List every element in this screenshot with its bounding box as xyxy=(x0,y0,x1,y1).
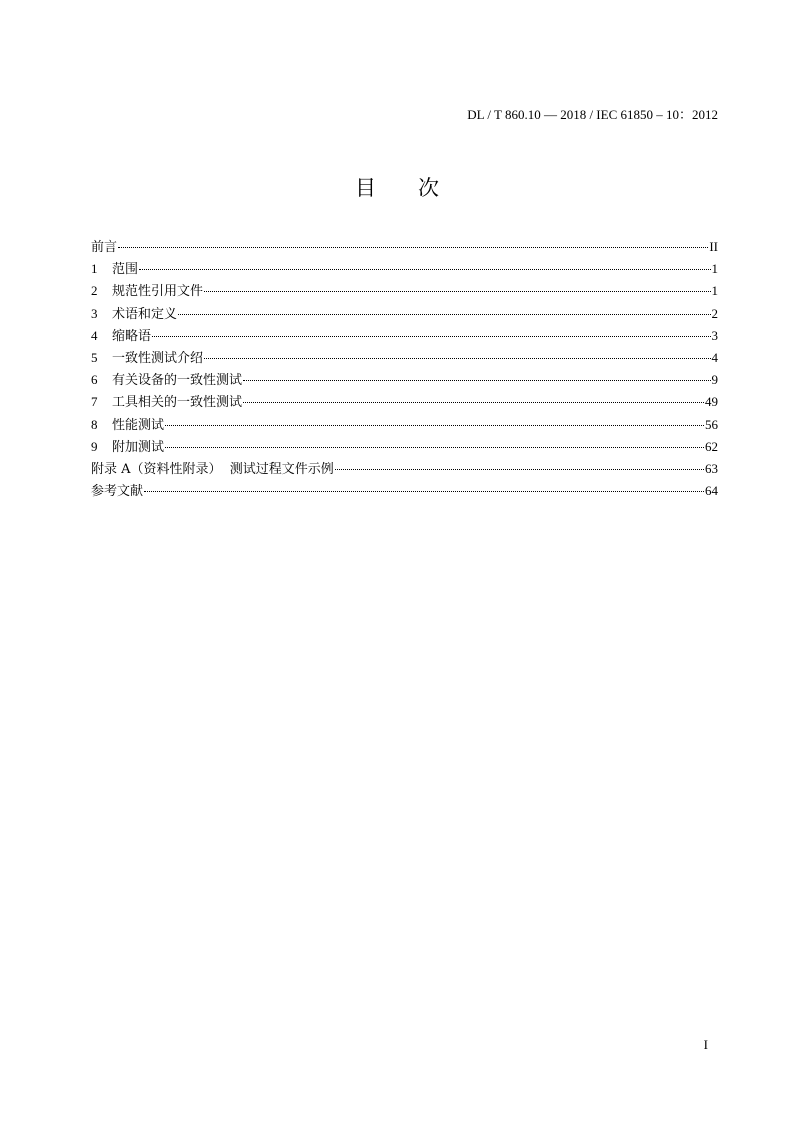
toc-entry-number: 1 xyxy=(91,261,98,277)
toc-entry-page: 49 xyxy=(705,394,718,410)
toc-entry-5[interactable] xyxy=(91,347,718,369)
toc-leader-dots xyxy=(243,402,704,403)
toc-entry-label: 一致性测试介绍 xyxy=(112,350,204,366)
toc-leader-dots xyxy=(178,314,710,315)
toc-leader-dots xyxy=(165,425,704,426)
toc-entry-page: 63 xyxy=(705,460,718,476)
toc-entry-number: 8 xyxy=(91,416,98,432)
toc-entry-page: 64 xyxy=(705,483,718,499)
toc-entry-page: 2 xyxy=(711,305,718,321)
toc-entry-appendix-a[interactable] xyxy=(91,458,718,480)
toc-entry-label: 工具相关的一致性测试 xyxy=(112,395,243,411)
standard-code: DL / T 860.10 — 2018 / IEC 61850 – 10：2012 xyxy=(467,107,718,122)
toc-entry-number: 6 xyxy=(91,372,98,388)
toc-entry-8[interactable] xyxy=(91,414,718,436)
toc-entry-label: 规范性引用文件 xyxy=(112,284,204,300)
toc-entry-label: 术语和定义 xyxy=(112,306,178,322)
toc-leader-dots xyxy=(139,269,710,270)
toc-entry-2[interactable] xyxy=(91,280,718,302)
toc-entry-page: 9 xyxy=(711,372,718,388)
toc-entry-9[interactable] xyxy=(91,436,718,458)
table-of-contents xyxy=(91,236,718,502)
toc-entry-page: 56 xyxy=(705,416,718,432)
toc-entry-number: 9 xyxy=(91,438,98,454)
toc-entry-6[interactable] xyxy=(91,369,718,391)
toc-entry-page: 62 xyxy=(705,438,718,454)
toc-entry-label: 前言 xyxy=(91,240,118,255)
toc-leader-dots xyxy=(152,336,710,337)
toc-entry-number: 7 xyxy=(91,394,98,410)
toc-entry-label: 缩略语 xyxy=(112,328,152,344)
toc-entry-label: 性能测试 xyxy=(112,417,165,433)
toc-entry-label: 范围 xyxy=(112,262,139,278)
toc-entry-page: 3 xyxy=(711,327,718,343)
toc-entry-page: 1 xyxy=(711,283,718,299)
toc-leader-dots xyxy=(335,469,704,470)
toc-entry-number: 2 xyxy=(91,283,98,299)
toc-entry-references[interactable] xyxy=(91,480,718,502)
toc-entry-7[interactable] xyxy=(91,391,718,413)
toc-leader-dots xyxy=(118,247,708,248)
toc-title-char-1: 目 xyxy=(355,176,376,200)
toc-entry-4[interactable] xyxy=(91,325,718,347)
toc-title-char-2: 次 xyxy=(418,176,439,200)
toc-leader-dots xyxy=(204,291,710,292)
toc-entry-page: 4 xyxy=(711,349,718,365)
toc-leader-dots xyxy=(144,491,704,492)
toc-title xyxy=(0,172,794,202)
page-number: I xyxy=(703,1037,708,1052)
toc-entry-label: 附加测试 xyxy=(112,439,165,455)
toc-entry-3[interactable] xyxy=(91,303,718,325)
toc-entry-page: 1 xyxy=(711,261,718,277)
toc-leader-dots xyxy=(165,447,704,448)
toc-entry-label: 参考文献 xyxy=(91,484,144,500)
toc-entry-label: 附录 A（资料性附录） 测试过程文件示例 xyxy=(91,461,334,477)
toc-entry-label: 有关设备的一致性测试 xyxy=(112,373,243,389)
toc-leader-dots xyxy=(204,358,710,359)
toc-entry-number: 4 xyxy=(91,327,98,343)
toc-entry-1[interactable] xyxy=(91,258,718,280)
toc-entry-number: 3 xyxy=(91,305,98,321)
toc-leader-dots xyxy=(243,380,710,381)
toc-entry-page: II xyxy=(709,239,718,254)
toc-entry-preface[interactable] xyxy=(91,236,718,258)
toc-entry-number: 5 xyxy=(91,349,98,365)
